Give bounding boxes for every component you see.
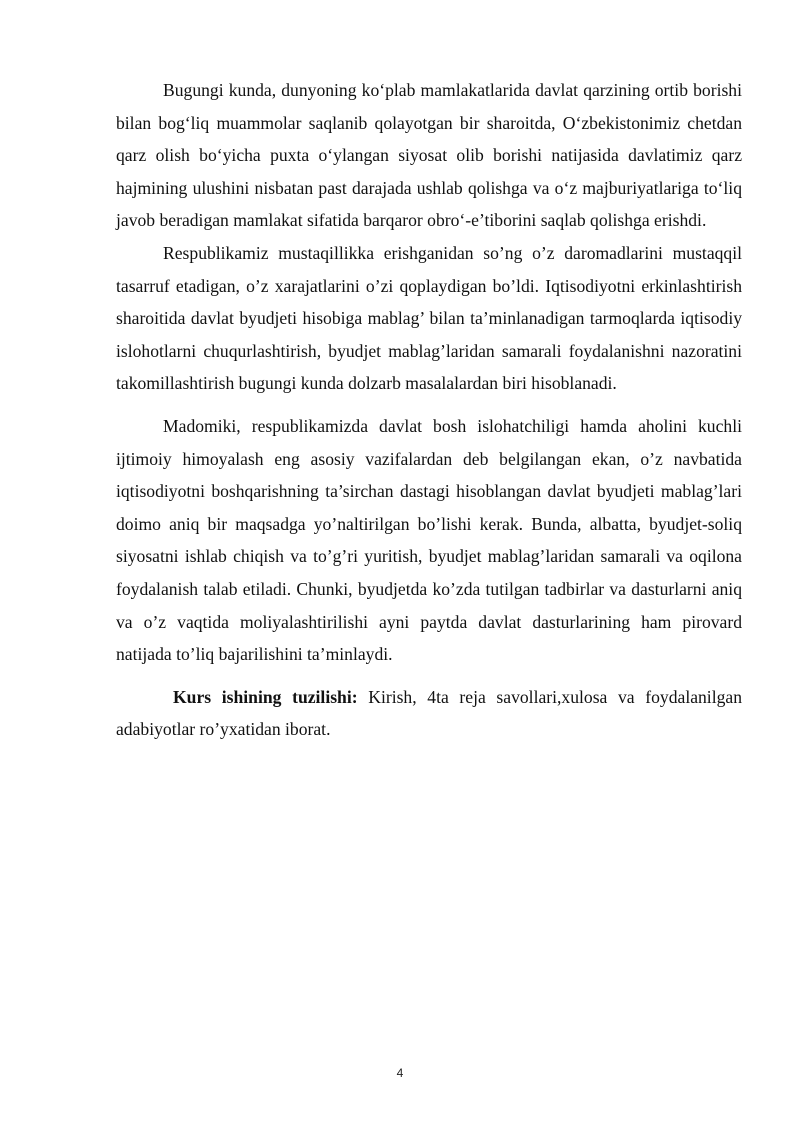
paragraph-1: Bugungi kunda, dunyoning ko‘plab mamlakatlarida davlat qarzining ortib borishi bilan bog‘liq muammolar saqlanib qolayotgan bir sharoitda, O‘zbekistonimiz chetdan qarz olish bo‘yicha puxta o‘ylangan siyosat olib borishi natijasida davlatimiz qarz hajmining ulushini nisbatan past darajada ushlab qolishga va o‘z majburiyatlariga to‘liq javob beradigan mamlakat sifatida barqaror obro‘-e’tiborini saqlab qolishga erishdi.	[116, 80, 742, 231]
document-body	[116, 74, 742, 746]
structure-label: Kurs ishining tuzilishi:	[173, 686, 358, 707]
paragraph-2: Respublikamiz mustaqillikka erishganidan so’ng o’z daromadlarini mustaqqil tasarruf etadigan, o’z xarajatlarini o’zi qoplaydigan bo’ldi. Iqtisodiyotni erkinlashtirish sharoitida davlat byudjeti hisobiga mablag’ bilan ta’minlanadigan tarmoqlarda iqtisodiy islohotlarni chuqurlashtirish, byudjet mablag’laridan samarali foydalanishni nazoratini takomillashtirish bugungi kunda dolzarb masalalardan biri hisoblanadi.	[116, 242, 742, 394]
structure-text: Kirish, 4ta reja savollari,xulosa va foydalanilgan adabiyotlar ro’yxatidan iborat.	[116, 686, 742, 740]
page-number: 4	[396, 1066, 404, 1080]
structure-paragraph	[116, 681, 742, 746]
paragraph-3: Madomiki, respublikamizda davlat bosh islohatchiligi hamda aholini kuchli ijtimoiy himoyalash eng asosiy vazifalardan deb belgilangan ekan, o’z navbatida iqtisodiyotni boshqarishning ta’sirchan dastagi hisoblangan davlat byudjeti mablag’lari doimo aniq bir maqsadga yo’naltirilgan bo’lishi kerak. Bunda, albatta, byudjet-soliq siyosatni ishlab chiqish va to’g’ri yuritish, byudjet mablag’laridan samarali va oqilona foydalanish talab etiladi. Chunki, byudjetda ko’zda tutilgan tadbirlar va dasturlarni aniq va o’z vaqtida moliyalashtirilishi ayni paytda davlat dasturlarining ham pirovard natijada to’liq bajarilishini ta’minlaydi.	[116, 415, 742, 665]
